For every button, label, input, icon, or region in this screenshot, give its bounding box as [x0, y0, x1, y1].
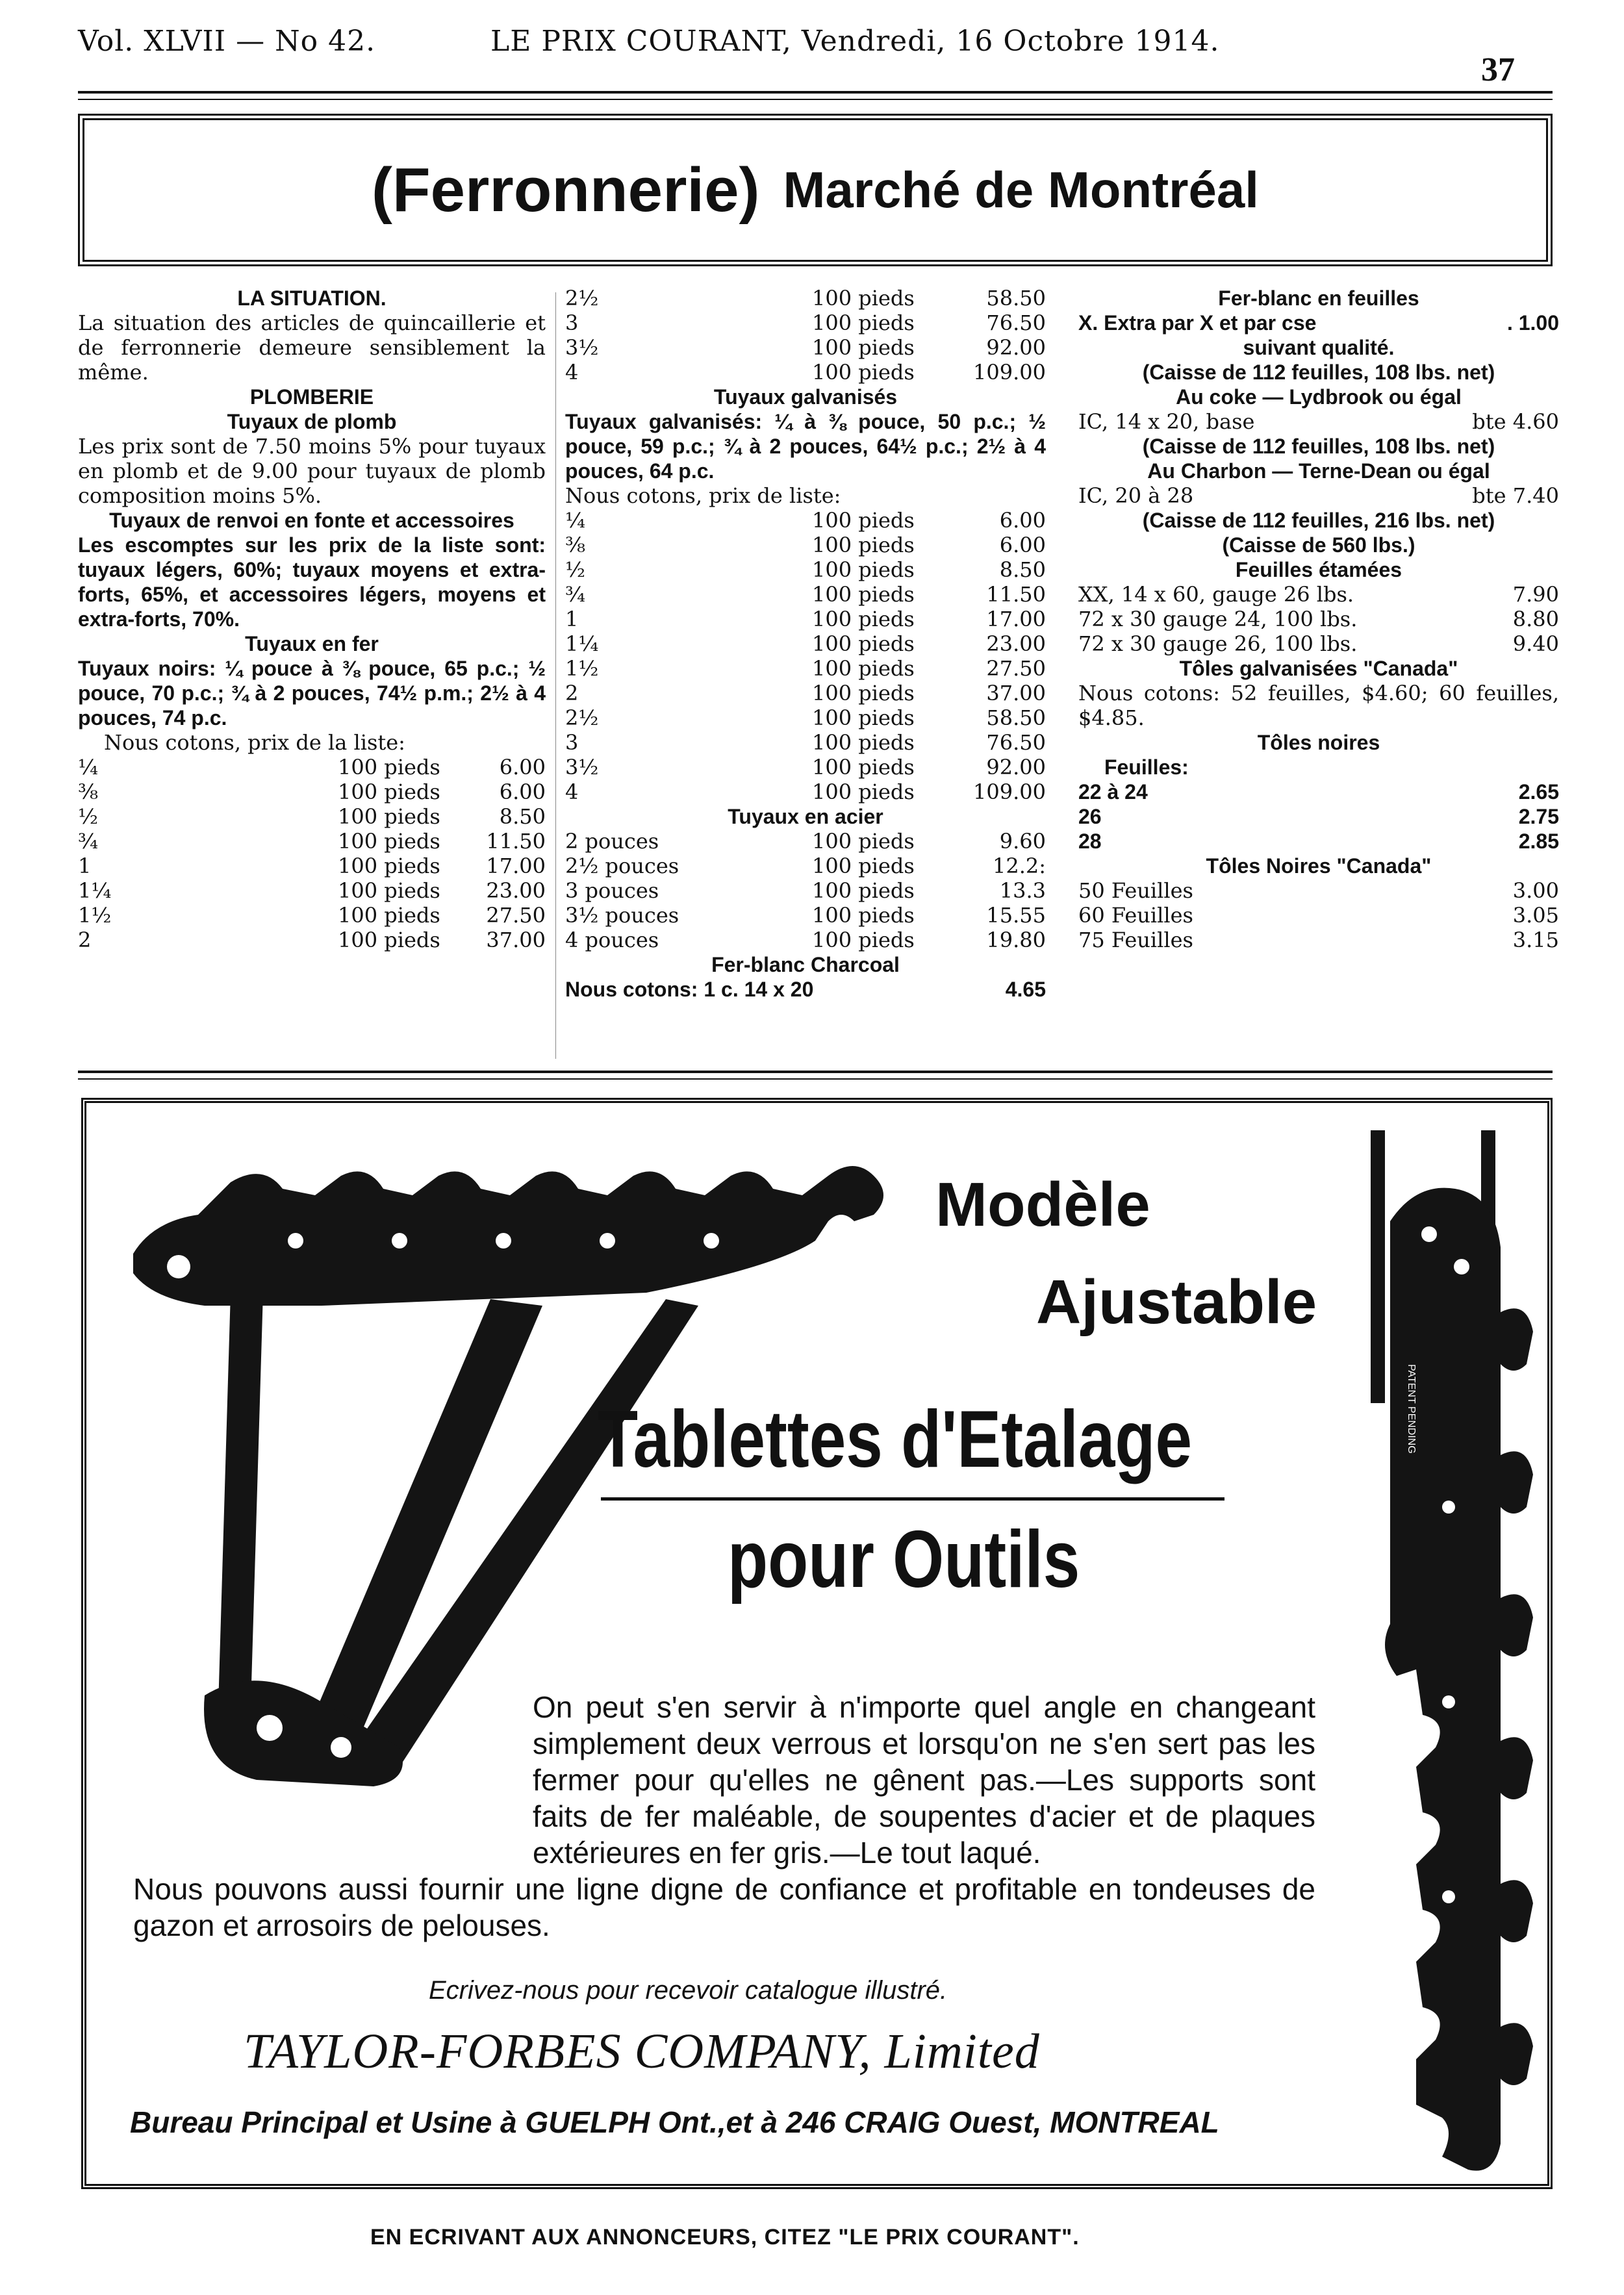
ad-address: Bureau Principal et Usine à GUELPH Ont.,et à 246 CRAIG Ouest, MONTREAL [130, 2105, 1219, 2139]
ad-company-name: TAYLOR-FORBES COMPANY, Limited [244, 2024, 1040, 2079]
noires-heading: Tôles noires [1257, 731, 1380, 754]
table-cell: 100 pieds [338, 878, 440, 903]
table-cell: 72 x 30 gauge 26, 100 lbs. [1078, 631, 1358, 656]
renvoi-text: Les escomptes sur les prix de la liste sont: tuyaux légers, 60%; tuyaux moyens et extra-forts, 65%, et accessoires légers, moyens et extra-forts, 70%. [78, 533, 546, 631]
table-row [565, 730, 1046, 755]
charcoal-heading: Fer-blanc Charcoal [711, 953, 900, 976]
etam-table [1078, 582, 1559, 656]
table-row [565, 335, 1046, 360]
table-cell: 100 pieds [812, 533, 915, 557]
table-cell: 3½ [565, 755, 599, 780]
header-rule [78, 91, 1553, 94]
ad-title-outils: pour Outils [728, 1515, 1080, 1604]
header-rule-2 [78, 99, 1553, 100]
table-cell: 1¼ [78, 878, 112, 903]
fer-heading: Tuyaux en fer [245, 632, 379, 655]
coke-line: IC, 14 x 20, base [1078, 409, 1255, 434]
table-row [565, 557, 1046, 582]
table-cell: 72 x 30 gauge 24, 100 lbs. [1078, 607, 1358, 631]
table-row [565, 607, 1046, 631]
table-cell: 3 [565, 311, 579, 335]
table-cell: 13.3 [999, 878, 1046, 903]
table-row [1078, 780, 1559, 804]
renvoi-heading: Tuyaux de renvoi en fonte et accessoires [109, 509, 514, 532]
table-cell: 100 pieds [812, 311, 915, 335]
table-row [78, 780, 546, 804]
ad-catalogue-line: Ecrivez-nous pour recevoir catalogue illustré. [429, 1976, 948, 2005]
table-row [1078, 928, 1559, 952]
coke-caisse: (Caisse de 112 feuilles, 108 lbs. net) [1142, 435, 1495, 458]
fer-text: Tuyaux noirs: ¼ pouce à ⅜ pouce, 65 p.c.; ½ pouce, 70 p.c.; ¾ à 2 pouces, 74½ p.m.; 2½ à 4 pouces, 74 p.c. [78, 657, 546, 729]
noires-table [1078, 780, 1559, 854]
table-row [565, 681, 1046, 705]
table-cell: 9.60 [999, 829, 1046, 854]
table-cell: 1 [78, 854, 92, 878]
table-cell: 3.00 [1512, 878, 1559, 903]
table-row [565, 755, 1046, 780]
table-cell: 100 pieds [812, 607, 915, 631]
charbon-row [1078, 483, 1559, 508]
table-cell: 19.80 [986, 928, 1046, 952]
table-cell: 100 pieds [812, 755, 915, 780]
table-cell: 3.15 [1512, 928, 1559, 952]
charcoal-line: Nous cotons: 1 c. 14 x 20 [565, 978, 814, 1001]
galv-price-table [565, 508, 1046, 804]
table-cell: ¾ [78, 829, 99, 854]
table-cell: 100 pieds [812, 878, 915, 903]
table-cell: 2.85 [1518, 830, 1559, 853]
fb-heading: Fer-blanc en feuilles [1218, 286, 1419, 310]
table-row [565, 311, 1046, 335]
table-cell: 23.00 [986, 631, 1046, 656]
table-cell: 100 pieds [812, 360, 915, 385]
table-cell: 27.50 [486, 903, 546, 928]
ad-body-paragraph-1: On peut s'en servir à n'importe quel angle en changeant simplement deux verrous et lorsqu'on ne s'en sert pas les fermer pour qu'elles ne gênent pas.—Les supports sont faits de fer maléable, de soupentes d'acier et de plaques extérieures en fer gris.—Le tout laqué. [533, 1690, 1315, 1870]
col2-top-table [565, 286, 1046, 385]
table-cell: 100 pieds [338, 854, 440, 878]
table-cell: 100 pieds [812, 780, 915, 804]
table-cell: 3½ [565, 335, 599, 360]
charbon-heading: Au Charbon — Terne-Dean ou égal [1147, 459, 1490, 483]
patent-pending-label: PATENT PENDING [305, 1491, 366, 1600]
ad-body-paragraph-2: Nous pouvons aussi fournir une ligne digne de confiance et profitable en tondeuses de gazon et arrosoirs de pelouses. [133, 1872, 1315, 1942]
table-cell: 8.50 [499, 804, 546, 829]
table-cell: ¼ [565, 508, 586, 533]
ad-title-modele: Modèle [935, 1170, 1150, 1239]
table-row [1078, 804, 1559, 829]
table-cell: 100 pieds [812, 286, 915, 311]
table-row [1078, 631, 1559, 656]
fer-price-table [78, 755, 546, 952]
table-cell: 3 pouces [565, 878, 659, 903]
table-cell: 76.50 [986, 311, 1046, 335]
charbon-caisse: (Caisse de 112 feuilles, 216 lbs. net) [1142, 509, 1495, 532]
table-cell: 2 pouces [565, 829, 659, 854]
table-cell: 100 pieds [338, 829, 440, 854]
table-row [1078, 607, 1559, 631]
column-1 [78, 286, 546, 952]
table-cell: ½ [565, 557, 586, 582]
table-cell: 50 Feuilles [1078, 878, 1193, 903]
table-cell: 100 pieds [338, 903, 440, 928]
section-title: (Ferronnerie) [372, 155, 760, 225]
table-cell: ¾ [565, 582, 586, 607]
table-cell: 1¼ [565, 631, 599, 656]
ad-title-tablettes: Tablettes d'Etalage [598, 1395, 1193, 1484]
ad-title-underline [601, 1497, 1224, 1501]
table-cell: 27.50 [986, 656, 1046, 681]
patent-pending-label-vertical: PATENT PENDING [1406, 1364, 1417, 1454]
coke-heading: Au coke — Lydbrook ou égal [1176, 385, 1462, 409]
table-cell: 100 pieds [812, 508, 915, 533]
table-cell: 37.00 [486, 928, 546, 952]
table-cell: 17.00 [986, 607, 1046, 631]
table-cell: 4 [565, 360, 579, 385]
etam-heading: Feuilles étamées [1235, 558, 1402, 581]
table-cell: 4 pouces [565, 928, 659, 952]
table-row [1078, 878, 1559, 903]
plomb-text: Les prix sont de 7.50 moins 5% pour tuyaux en plomb et de 9.00 pour tuyaux de plomb composition moins 5%. [78, 434, 546, 508]
galv-canada-text: Nous cotons: 52 feuilles, $4.60; 60 feuilles, $4.85. [1078, 681, 1559, 730]
coke-value: bte 4.60 [1472, 409, 1559, 434]
table-row [1078, 829, 1559, 854]
table-cell: 6.00 [999, 508, 1046, 533]
table-cell: 8.50 [999, 557, 1046, 582]
table-cell: 100 pieds [338, 928, 440, 952]
vertical-bracket-illustration [1351, 1117, 1546, 2183]
section-rule [78, 1071, 1553, 1073]
table-cell: 1½ [565, 656, 599, 681]
table-row [565, 705, 1046, 730]
table-cell: 75 Feuilles [1078, 928, 1193, 952]
fb-line: X. Extra par X et par cse [1078, 311, 1317, 335]
table-cell: 58.50 [986, 286, 1046, 311]
table-row [565, 829, 1046, 854]
table-cell: 7.90 [1512, 582, 1559, 607]
table-cell: ½ [78, 804, 99, 829]
table-cell: 2½ [565, 705, 599, 730]
fb-caisse: (Caisse de 112 feuilles, 108 lbs. net) [1142, 361, 1495, 384]
table-cell: 26 [1078, 805, 1102, 828]
noires-canada-table [1078, 878, 1559, 952]
table-row [565, 286, 1046, 311]
table-cell: 100 pieds [812, 829, 915, 854]
page-number: 37 [1481, 51, 1515, 88]
table-cell: 100 pieds [812, 335, 915, 360]
table-row [78, 804, 546, 829]
table-cell: 2 [565, 681, 579, 705]
table-row [565, 533, 1046, 557]
table-cell: 11.50 [486, 829, 546, 854]
section-rule-2 [78, 1078, 1553, 1080]
table-cell: 60 Feuilles [1078, 903, 1193, 928]
noires-canada-heading: Tôles Noires "Canada" [1206, 854, 1432, 878]
table-cell: 92.00 [986, 755, 1046, 780]
charbon-value: bte 7.40 [1472, 483, 1559, 508]
table-cell: 100 pieds [338, 755, 440, 780]
situation-text: La situation des articles de quincaillerie et de ferronnerie demeure sensiblement la même. [78, 311, 546, 385]
table-row [565, 360, 1046, 385]
table-row [1078, 903, 1559, 928]
coke-row [1078, 409, 1559, 434]
table-cell: 3 [565, 730, 579, 755]
section-title-box [78, 114, 1553, 266]
table-cell: ⅜ [78, 780, 99, 804]
table-cell: 4 [565, 780, 579, 804]
table-cell: 1 [565, 607, 579, 631]
fer-cot: Nous cotons, prix de la liste: [104, 730, 405, 755]
volume-number: Vol. XLVII — No 42. [78, 25, 376, 58]
table-cell: 3½ pouces [565, 903, 679, 928]
plomberie-heading: PLOMBERIE [249, 385, 374, 409]
table-cell: 100 pieds [812, 730, 915, 755]
table-cell: 100 pieds [812, 582, 915, 607]
table-cell: 22 à 24 [1078, 780, 1148, 804]
acier-heading: Tuyaux en acier [728, 805, 883, 828]
table-cell: 100 pieds [812, 903, 915, 928]
publication-header: LE PRIX COURANT, Vendredi, 16 Octobre 1914. [490, 25, 1220, 58]
charbon-caisse-2: (Caisse de 560 lbs.) [1222, 533, 1415, 557]
table-row [565, 780, 1046, 804]
table-cell: 12.2: [992, 854, 1046, 878]
table-cell: 2.65 [1518, 780, 1559, 804]
ad-title-ajustable: Ajustable [1036, 1267, 1317, 1337]
table-cell: 6.00 [999, 533, 1046, 557]
table-cell: 100 pieds [812, 631, 915, 656]
table-cell: 100 pieds [812, 854, 915, 878]
table-cell: 23.00 [486, 878, 546, 903]
table-cell: 100 pieds [812, 681, 915, 705]
column-2 [565, 286, 1046, 1002]
table-row [565, 582, 1046, 607]
charcoal-row [565, 977, 1046, 1002]
table-row [78, 755, 546, 780]
table-cell: 100 pieds [338, 780, 440, 804]
table-cell: 1½ [78, 903, 112, 928]
ad-body-text [133, 1689, 1315, 1944]
fb-value: . 1.00 [1506, 311, 1559, 335]
section-subtitle: Marché de Montréal [783, 161, 1259, 218]
plomb-heading: Tuyaux de plomb [227, 410, 397, 433]
table-row [78, 854, 546, 878]
table-cell: 6.00 [499, 755, 546, 780]
table-cell: 28 [1078, 830, 1102, 853]
charbon-line: IC, 20 à 28 [1078, 483, 1194, 508]
table-cell: 17.00 [486, 854, 546, 878]
table-cell: 15.55 [986, 903, 1046, 928]
galv-heading: Tuyaux galvanisés [713, 385, 898, 409]
acier-price-table [565, 829, 1046, 952]
table-cell: 58.50 [986, 705, 1046, 730]
table-cell: 8.80 [1512, 607, 1559, 631]
table-row [565, 878, 1046, 903]
table-row [1078, 582, 1559, 607]
situation-heading: LA SITUATION. [237, 286, 387, 310]
table-cell: 100 pieds [338, 804, 440, 829]
table-row [565, 854, 1046, 878]
table-cell: 100 pieds [812, 557, 915, 582]
table-cell: 2½ [565, 286, 599, 311]
table-cell: 37.00 [986, 681, 1046, 705]
feuilles-label: Feuilles: [1104, 755, 1189, 779]
table-row [565, 928, 1046, 952]
table-cell: 100 pieds [812, 705, 915, 730]
table-cell: 2 [78, 928, 92, 952]
table-row [565, 508, 1046, 533]
table-cell: 6.00 [499, 780, 546, 804]
galv-canada-heading: Tôles galvanisées "Canada" [1179, 657, 1458, 680]
table-row [565, 903, 1046, 928]
table-cell: 92.00 [986, 335, 1046, 360]
column-divider [555, 292, 556, 1059]
column-3 [1078, 286, 1559, 952]
table-cell: 11.50 [986, 582, 1046, 607]
table-row [78, 903, 546, 928]
galv-text: Tuyaux galvanisés: ¼ à ⅜ pouce, 50 p.c.; ½ pouce, 59 p.c.; ¾ à 2 pouces, 64½ p.c.; 2½ à 4 pouces, 64 p.c. [565, 410, 1046, 483]
table-cell: 9.40 [1512, 631, 1559, 656]
table-row [78, 829, 546, 854]
table-cell: ¼ [78, 755, 99, 780]
table-cell: 2½ pouces [565, 854, 679, 878]
table-cell: 3.05 [1512, 903, 1559, 928]
table-cell: 100 pieds [812, 656, 915, 681]
galv-cot: Nous cotons, prix de liste: [565, 483, 841, 508]
table-cell: 109.00 [973, 780, 1046, 804]
table-cell: ⅜ [565, 533, 586, 557]
fb-sub: suivant qualité. [1243, 336, 1395, 359]
table-row [565, 631, 1046, 656]
table-row [78, 928, 546, 952]
table-cell: 2.75 [1518, 805, 1559, 828]
footer-notice: EN ECRIVANT AUX ANNONCEURS, CITEZ "LE PRIX COURANT". [370, 2225, 1080, 2250]
table-cell: 100 pieds [812, 928, 915, 952]
table-row [78, 878, 546, 903]
fb-row [1078, 311, 1559, 335]
table-cell: XX, 14 x 60, gauge 26 lbs. [1078, 582, 1354, 607]
charcoal-value: 4.65 [1005, 978, 1046, 1001]
table-row [565, 656, 1046, 681]
table-cell: 76.50 [986, 730, 1046, 755]
table-cell: 109.00 [973, 360, 1046, 385]
